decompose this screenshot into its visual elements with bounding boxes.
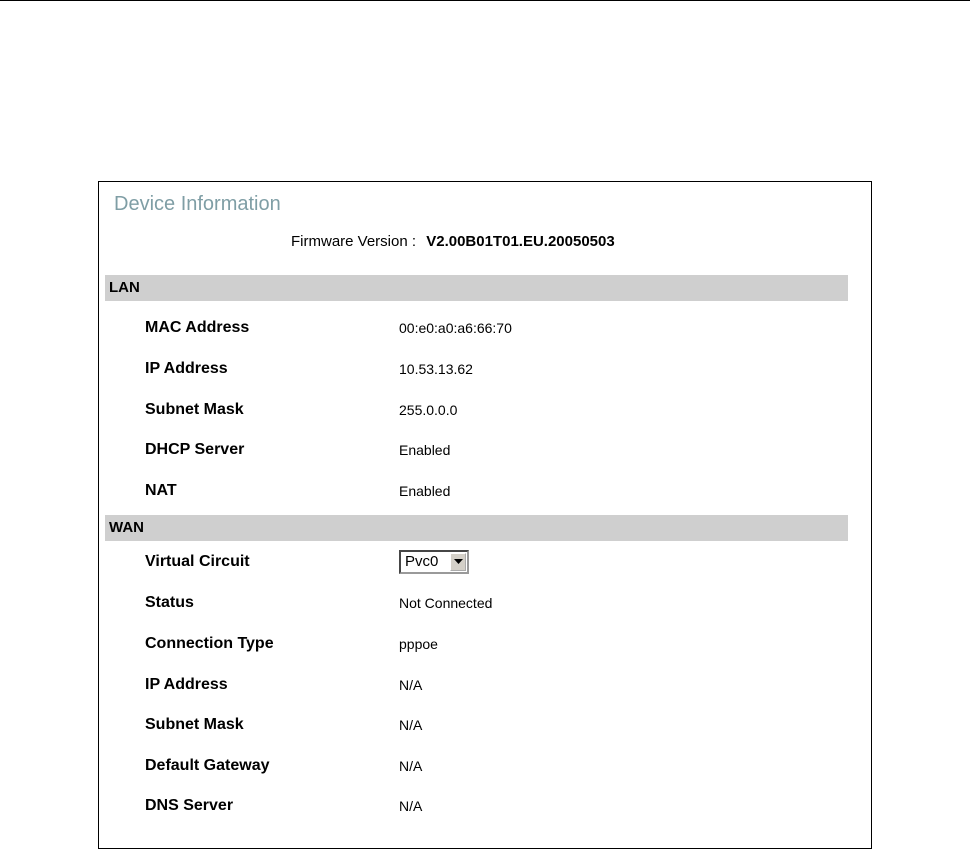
row-value: 255.0.0.0 [399, 402, 458, 418]
wan-row-ip-address [99, 673, 859, 697]
row-label: IP Address [145, 360, 228, 377]
row-value: N/A [399, 717, 423, 733]
row-label: NAT [145, 482, 177, 499]
row-value: N/A [399, 677, 423, 693]
row-label: DNS Server [145, 797, 234, 814]
lan-section-header: LAN [105, 275, 848, 301]
lan-row-dhcp-server [99, 438, 859, 462]
wan-row-default-gateway [99, 754, 859, 778]
row-value: Enabled [399, 442, 451, 458]
row-value: Not Connected [399, 595, 493, 611]
row-value: 00:e0:a0:a6:66:70 [399, 320, 512, 336]
wan-row-subnet-mask [99, 713, 859, 737]
row-value: Enabled [399, 483, 451, 499]
wan-row-virtual-circuit [99, 550, 859, 574]
virtual-circuit-selected: Pvc0 [405, 553, 439, 570]
row-label: DHCP Server [145, 441, 245, 458]
row-label: Connection Type [145, 635, 274, 652]
device-information-panel [98, 181, 872, 849]
lan-row-nat [99, 479, 859, 503]
row-label: Status [145, 594, 194, 611]
row-label: Virtual Circuit [145, 553, 250, 570]
firmware-value: V2.00B01T01.EU.20050503 [426, 233, 615, 250]
wan-row-connection-type [99, 632, 859, 656]
dropdown-button[interactable] [450, 553, 466, 571]
wan-row-dns-server [99, 794, 859, 818]
row-label: Subnet Mask [145, 401, 244, 418]
wan-section-header: WAN [105, 515, 848, 541]
page-title: Device Information [114, 193, 281, 215]
row-value: N/A [399, 758, 423, 774]
row-value: 10.53.13.62 [399, 361, 473, 377]
firmware-version [291, 233, 615, 250]
lan-row-ip-address [99, 357, 859, 381]
top-divider [0, 0, 970, 1]
chevron-down-icon [454, 559, 463, 565]
row-value: N/A [399, 798, 423, 814]
row-label: Default Gateway [145, 757, 270, 774]
row-label: IP Address [145, 676, 228, 693]
row-label: MAC Address [145, 319, 250, 336]
firmware-label: Firmware Version : [291, 233, 417, 250]
row-label: Subnet Mask [145, 716, 244, 733]
virtual-circuit-select[interactable] [399, 550, 469, 574]
lan-row-subnet-mask [99, 398, 859, 422]
row-value: pppoe [399, 636, 438, 652]
wan-row-status [99, 591, 859, 615]
lan-row-mac-address [99, 316, 859, 340]
